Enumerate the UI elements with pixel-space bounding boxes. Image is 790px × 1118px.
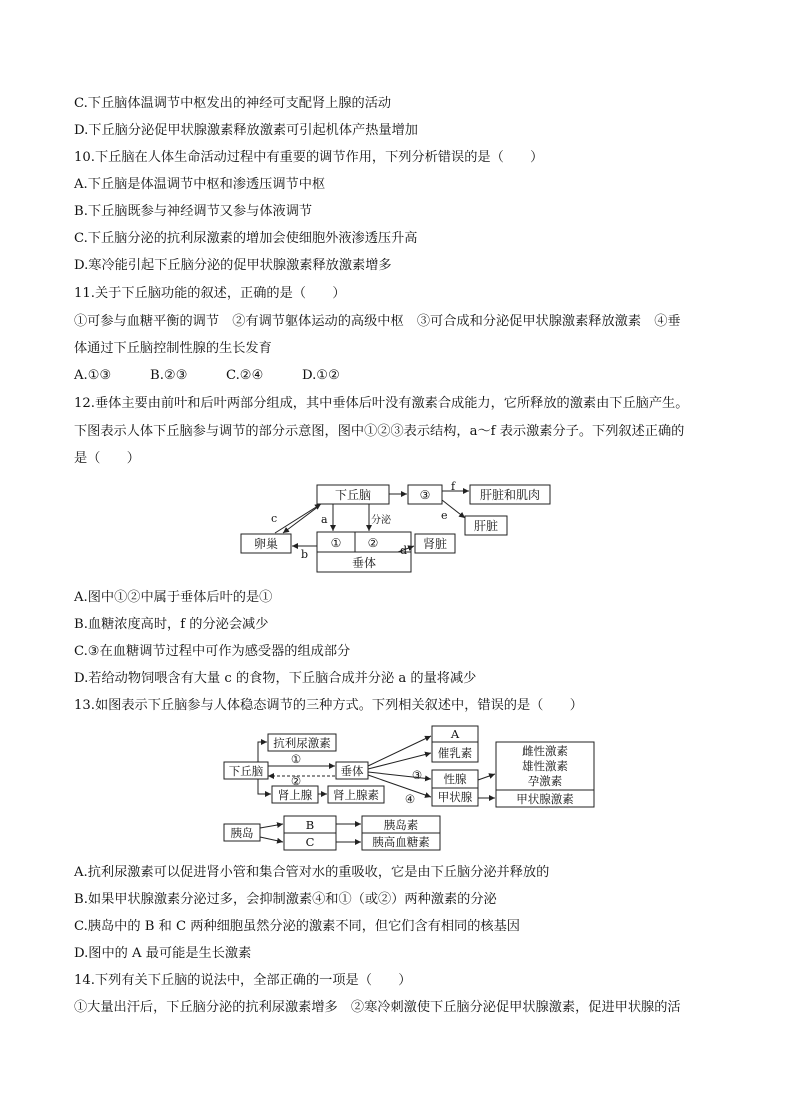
label-a: a — [321, 513, 328, 526]
q13-diagram — [218, 724, 600, 856]
sex-hormone-3: 孕激素 — [527, 774, 563, 788]
q11-statements-2: 体通过下丘脑控制性腺的生长发育 — [74, 341, 272, 356]
liver-muscle-label: 肝脏和肌肉 — [479, 488, 541, 502]
islet-label: 胰岛 — [230, 826, 254, 840]
glucagon-label: 胰高血糖素 — [372, 835, 430, 849]
q11-option-d: D.①② — [302, 368, 340, 383]
q13-stem: 13.如图表示下丘脑参与人体稳态调节的三种方式。下列相关叙述中，错误的是（ ） — [74, 698, 583, 713]
q12-stem-1: 12.垂体主要由前叶和后叶两部分组成，其中垂体后叶没有激素合成能力，它所释放的激素由下丘脑产生。 — [74, 396, 689, 411]
prolactin-label: 催乳素 — [437, 746, 473, 760]
q13-option-c: C.胰岛中的 B 和 C 两种细胞虽然分泌的激素不同，但它们含有相同的核基因 — [74, 919, 520, 934]
structure-1-label: ① — [330, 536, 342, 550]
q12-diagram — [235, 480, 560, 578]
label-C: C — [305, 835, 315, 849]
q12-stem-2: 下图表示人体下丘脑参与调节的部分示意图，图中①②③表示结构，a～f 表示激素分子。下列叙述正确的 — [74, 424, 685, 439]
q14-stem: 14.下列有关下丘脑的说法中，全部正确的一项是（ ） — [74, 973, 412, 988]
label-secrete: 分泌 — [371, 515, 391, 526]
q12-option-c: C.③在血糖调节过程中可作为感受器的组成部分 — [74, 644, 351, 659]
kidney-label: 肾脏 — [422, 537, 448, 551]
q11-option-b: B.②③ — [150, 368, 188, 383]
liver-label: 肝脏 — [473, 519, 499, 533]
q11-option-a: A.①③ — [74, 368, 112, 383]
pituitary-label: 垂体 — [351, 556, 377, 570]
q10-option-b: B.下丘脑既参与神经调节又参与体液调节 — [74, 204, 313, 219]
gonad-label: 性腺 — [443, 772, 467, 786]
sex-hormone-1: 雌性激素 — [522, 744, 568, 758]
q13-option-b: B.如果甲状腺激素分泌过多，会抑制激素④和①（或②）两种激素的分泌 — [74, 892, 497, 907]
label-d: d — [400, 544, 408, 557]
q13-option-a: A.抗利尿激素可以促进肾小管和集合管对水的重吸收，它是由下丘脑分泌并释放的 — [74, 865, 550, 880]
label-f: f — [451, 480, 456, 493]
label-B: B — [305, 818, 315, 832]
sex-hormone-2: 雄性激素 — [522, 759, 568, 773]
q12-option-b: B.血糖浓度高时，f 的分泌会减少 — [74, 617, 269, 632]
q10-option-d: D.寒冷能引起下丘脑分泌的促甲状腺激素释放激素增多 — [74, 258, 392, 273]
label-A: A — [450, 727, 460, 741]
label-4: ④ — [404, 792, 416, 806]
q10-option-c: C.下丘脑分泌的抗利尿激素的增加会使细胞外液渗透压升高 — [74, 231, 418, 246]
adrenal-label: 肾上腺 — [277, 788, 313, 802]
q9-option-c: C.下丘脑体温调节中枢发出的神经可支配肾上腺的活动 — [74, 96, 392, 111]
thyroid-label: 甲状腺 — [437, 790, 473, 804]
label-2: ② — [290, 774, 302, 788]
q10-option-a: A.下丘脑是体温调节中枢和渗透压调节中枢 — [74, 177, 326, 192]
insulin-label: 胰岛素 — [383, 818, 419, 832]
q12-stem-3: 是（ ） — [74, 451, 140, 466]
label-c: c — [271, 512, 278, 525]
adrenaline-label: 肾上腺素 — [333, 788, 379, 802]
q11-statements-1: ①可参与血糖平衡的调节 ②有调节躯体运动的高级中枢 ③可合成和分泌促甲状腺激素释放激素 ④垂 — [74, 314, 681, 329]
label-b: b — [301, 548, 309, 561]
ovary-label: 卵巢 — [253, 537, 279, 551]
q9-option-d: D.下丘脑分泌促甲状腺激素释放激素可引起机体产热量增加 — [74, 123, 418, 138]
pituitary-label: 垂体 — [340, 764, 364, 778]
q10-stem: 10.下丘脑在人体生命活动过程中有重要的调节作用，下列分析错误的是（ ） — [74, 150, 544, 165]
label-e: e — [441, 509, 448, 522]
hypothalamus-label: 下丘脑 — [228, 764, 264, 778]
adh-label: 抗利尿激素 — [273, 736, 331, 750]
hypothalamus-label: 下丘脑 — [334, 488, 372, 502]
label-3: ③ — [411, 768, 423, 782]
structure-3-label: ③ — [419, 488, 431, 502]
label-1: ① — [290, 752, 302, 766]
q12-option-a: A.图中①②中属于垂体后叶的是① — [74, 590, 273, 605]
q11-stem: 11.关于下丘脑功能的叙述，正确的是（ ） — [74, 286, 346, 301]
structure-2-label: ② — [367, 536, 379, 550]
q12-option-d: D.若给动物饲喂含有大量 c 的食物，下丘脑合成并分泌 a 的量将减少 — [74, 671, 477, 686]
thyroxine-label: 甲状腺激素 — [516, 792, 574, 806]
q14-statements-1: ①大量出汗后，下丘脑分泌的抗利尿激素增多 ②寒冷刺激使下丘脑分泌促甲状腺激素，促进甲状腺的活 — [74, 1000, 681, 1015]
q11-option-c: C.②④ — [226, 368, 264, 383]
q13-option-d: D.图中的 A 最可能是生长激素 — [74, 946, 252, 961]
q11-options — [74, 367, 340, 385]
